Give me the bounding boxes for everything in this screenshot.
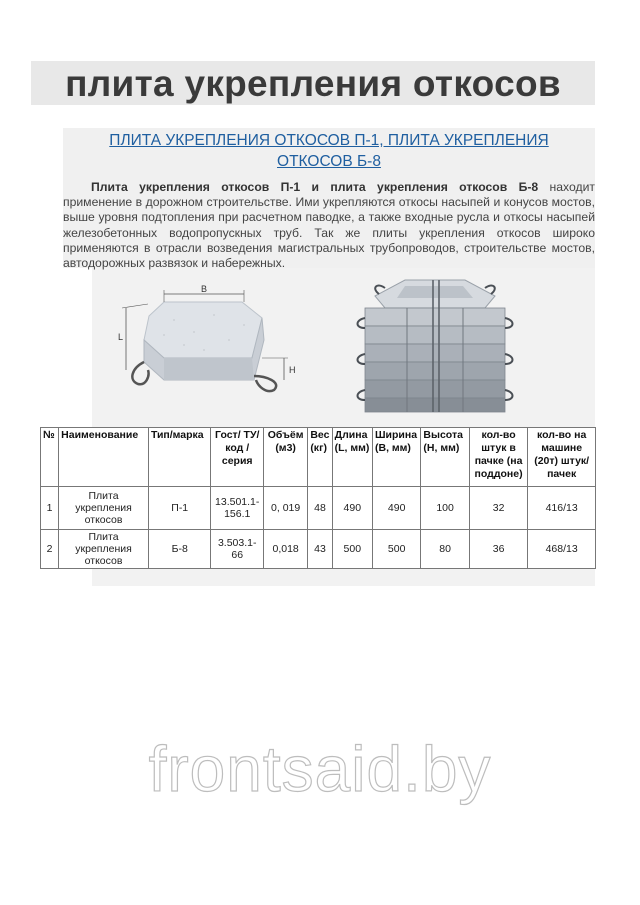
paragraph-text: находит применение в дорожном строительстве. Ими укрепляются откосы насыпей и конусов мостов, выше уровня подтопления при расчетном паводке, а также входные русла и откосы насыпей железобетонных водопропускных труб. Так же плиты укрепления откосов широко применяются в отрасли возведения магистральных трубопроводов, строительстве мостов, автодорожных развязок и набережных.: [63, 180, 595, 271]
cell-weight: 43: [308, 530, 332, 569]
header-type: Тип/марка: [148, 428, 211, 487]
description-paragraph: [63, 180, 595, 271]
header-per-truck: кол-во на машине (20т) штук/пачек: [528, 428, 596, 487]
cell-width: 490: [372, 487, 420, 530]
cell-width: 500: [372, 530, 420, 569]
stacked-slabs-photo: [345, 268, 525, 420]
cell-name: Плита укрепления откосов: [59, 530, 149, 569]
cell-length: 500: [332, 530, 372, 569]
cell-per-pack: 36: [469, 530, 528, 569]
table-header-row: [41, 428, 596, 487]
header-gost: Гост/ ТУ/ код /серия: [211, 428, 263, 487]
watermark: frontsaid.by: [148, 733, 492, 805]
cell-height: 100: [421, 487, 469, 530]
cell-num: 1: [41, 487, 59, 530]
header-name: Наименование: [59, 428, 149, 487]
header-length: Длина (L, мм): [332, 428, 372, 487]
cell-height: 80: [421, 530, 469, 569]
cell-gost: 3.503.1-66: [211, 530, 263, 569]
slab-diagram-image: [104, 280, 304, 405]
table-row: [41, 530, 596, 569]
header-per-pack: кол-во штук в пачке (на поддоне): [469, 428, 528, 487]
header-volume: Объём (м3): [263, 428, 307, 487]
cell-type: П-1: [148, 487, 211, 530]
header-weight: Вес (кг): [308, 428, 332, 487]
cell-type: Б-8: [148, 530, 211, 569]
cell-per-truck: 416/13: [528, 487, 596, 530]
cell-per-pack: 32: [469, 487, 528, 530]
cell-length: 490: [332, 487, 372, 530]
cell-per-truck: 468/13: [528, 530, 596, 569]
cell-weight: 48: [308, 487, 332, 530]
subtitle-link[interactable]: ПЛИТА УКРЕПЛЕНИЯ ОТКОСОВ П-1, ПЛИТА УКРЕПЛЕНИЯ ОТКОСОВ Б-8: [109, 132, 549, 170]
cell-name: Плита укрепления откосов: [59, 487, 149, 530]
paragraph-bold: Плита укрепления откосов П-1 и плита укрепления откосов Б-8: [91, 180, 539, 194]
header-width: Ширина (B, мм): [372, 428, 420, 487]
page-title: плита укрепления откосов: [65, 63, 561, 104]
cell-num: 2: [41, 530, 59, 569]
label-h: H: [289, 365, 296, 375]
header-num: №: [41, 428, 59, 487]
label-l: L: [118, 332, 124, 342]
header-height: Высота (H, мм): [421, 428, 469, 487]
label-b: B: [200, 284, 208, 294]
cell-gost: 13.501.1-156.1: [211, 487, 263, 530]
spec-table: [40, 427, 596, 569]
title-bar: [31, 61, 595, 105]
table-row: [41, 487, 596, 530]
cell-volume: 0,018: [263, 530, 307, 569]
cell-volume: 0, 019: [263, 487, 307, 530]
